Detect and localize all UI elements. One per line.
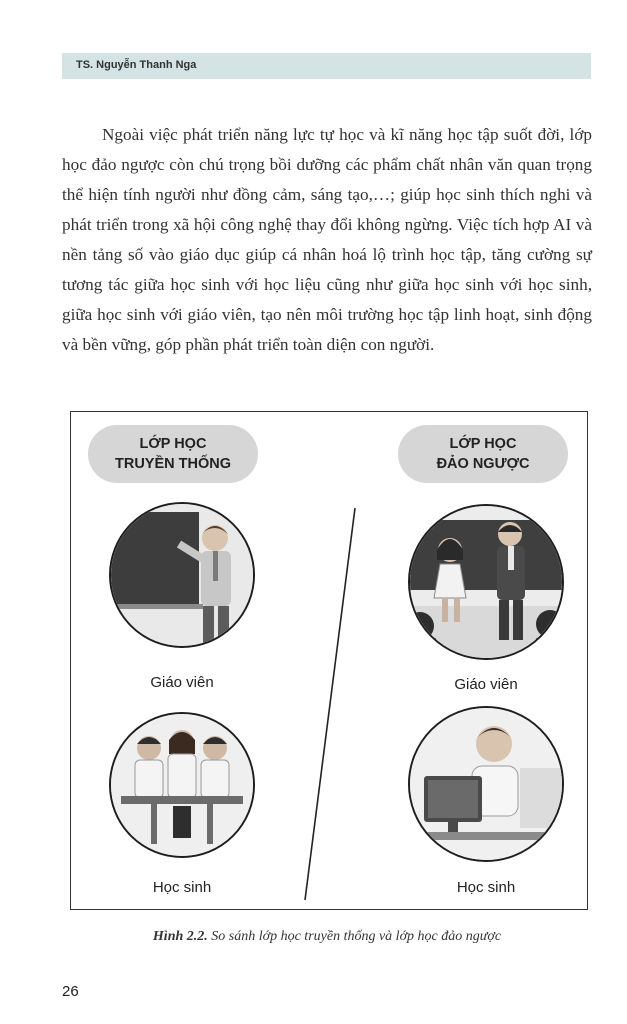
flipped-title-line1: LỚP HỌC [449,436,517,452]
caption-text: So sánh lớp học truyền thống và lớp học đảo ngược [211,929,502,944]
flipped-teacher-illustration [408,504,564,660]
traditional-teacher-illustration [109,502,255,648]
comparison-figure [70,411,588,910]
traditional-title-line1: LỚP HỌC [139,436,207,452]
traditional-teacher-label: Giáo viên [150,674,214,691]
header-author: TS. Nguyễn Thanh Nga [76,59,197,71]
figure-caption [62,929,592,945]
flipped-title-line2: ĐẢO NGƯỢC [436,456,530,472]
page-number: 26 [62,983,79,1000]
traditional-student-illustration [109,712,255,858]
traditional-student-label: Học sinh [152,879,212,896]
flipped-teacher-label: Giáo viên [454,676,518,693]
flipped-student-label: Học sinh [456,879,516,896]
body-paragraph: Ngoài việc phát triển năng lực tự học và kĩ năng học tập suốt đời, lớp học đảo ngược còn chú trọng bồi dưỡng các phẩm chất nhân văn quan trọng thể hiện tính người như đồng cảm, sáng tạo,…; giúp học sinh thích nghi và phát triển trong xã hội công nghệ thay đổi không ngừng. Việc tích hợp AI và nền tảng số vào giáo dục giúp cá nhân hoá lộ trình học tập, tăng cường sự tương tác giữa học sinh với học liệu cũng như giữa học sinh với học sinh, giữa học sinh với giáo viên, tạo nên môi trường học tập linh hoạt, sinh động và bền vững, góp phần phát triển toàn diện con người. [62,125,592,354]
traditional-title-line2: TRUYỀN THỐNG [115,456,231,472]
caption-label: Hình 2.2. [152,929,208,944]
flipped-student-illustration [408,706,564,862]
running-header [62,53,591,79]
